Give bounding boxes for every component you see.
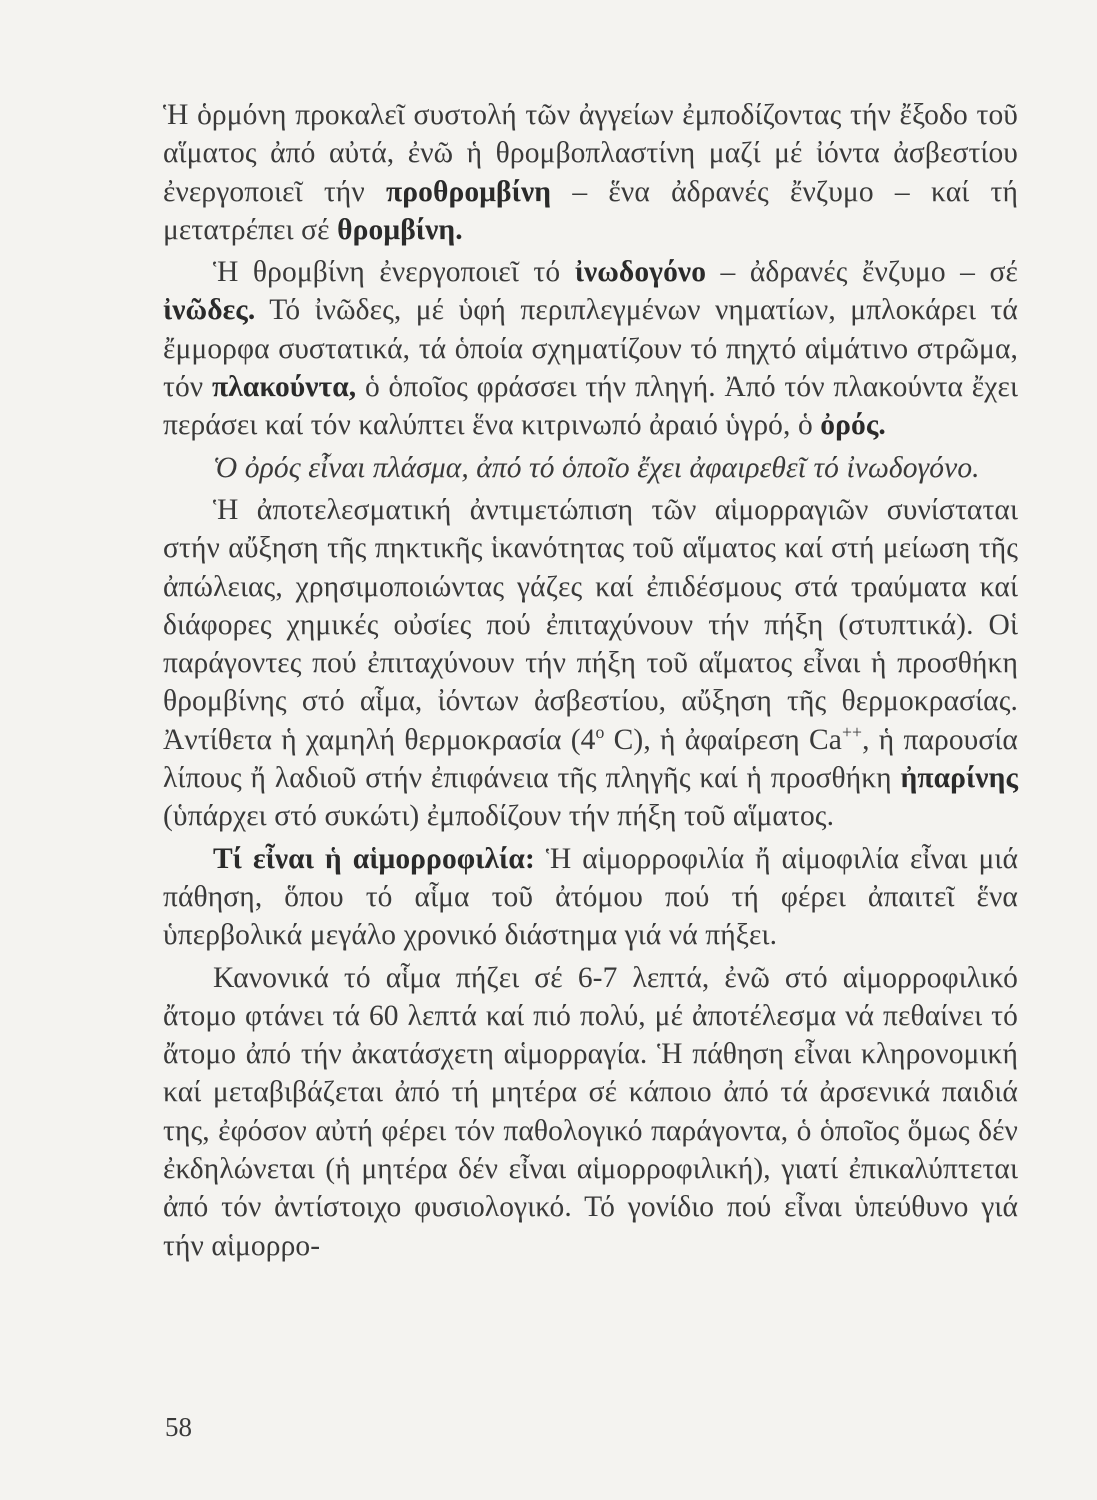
text-run: Ἡ θρομβίνη ἐνεργοποιεῖ τό — [213, 256, 575, 289]
paragraph-1 — [163, 96, 1018, 249]
paragraph-5 — [163, 840, 1018, 955]
bold-term: ἰνωδογόνο — [574, 256, 707, 289]
text-run: Ἡ ἀποτελεσματική ἀντιμετώπιση τῶν αἱμορραγιῶν συνίσταται στήν αὔξηση τῆς πηκτικῆς ἱκανότητας τοῦ αἵματος καί στή μείωση τῆς ἀπώλειας, χρησιμοποιώντας γάζες καί ἐπιδέσμους στά τραύματα καί διάφορες χημικές οὐσίες πού ἐπιταχύνουν τήν πήξη (στυπτικά). Οἱ παράγοντες πού ἐπιταχύνουν τήν πήξη τοῦ αἵματος εἶναι ἡ προσθήκη θρομβίνης στό αἷμα, ἰόντων ἀσβεστίου, αὔξηση τῆς θερμοκρασίας. Ἀντίθετα ἡ χαμηλή θερμοκρασία (4 — [163, 493, 1018, 756]
text-run: – ἀδρανές ἔνζυμο – σέ — [706, 256, 1018, 289]
superscript-charge: ++ — [841, 721, 863, 742]
text-run: – ἕνα ἀδρανές ἔνζυμο – καί τή μετατρέπει σέ — [163, 175, 1018, 246]
text-run: Τό ἰνῶδες, μέ ὑφή περιπλεγμένων νηματίων, μπλοκάρει τά ἔμμορφα συστατικά, τά ὁποία σχηματίζουν τό πηχτό αἱμάτινο στρῶμα, τόν — [163, 294, 1018, 404]
bold-term: πλακούντα, — [211, 371, 357, 404]
superscript-degree: ο — [595, 721, 605, 742]
page-body — [163, 96, 1018, 1269]
bold-term: ἠπαρίνης — [900, 762, 1018, 795]
bold-term: προθρομβίνη — [386, 175, 552, 208]
text-run: (ὑπάρχει στό συκώτι) ἐμποδίζουν τήν πήξη τοῦ αἵματος. — [163, 800, 835, 833]
paragraph-4 — [163, 491, 1018, 836]
paragraph-3-italic-note — [163, 449, 1018, 487]
text-run: Ὁ ὀρός εἶναι πλάσμα, ἀπό τό ὁποῖο ἔχει ἀφαιρεθεῖ τό ἰνωδογόνο. — [213, 451, 980, 484]
text-run: , ἡ παρουσία λίπους ἤ λαδιοῦ στήν ἐπιφάνεια τῆς πληγῆς καί ἡ προσθήκη — [163, 723, 1018, 795]
paragraph-2 — [163, 253, 1018, 444]
bold-term: θρομβίνη. — [337, 213, 463, 246]
bold-term: ὀρός. — [820, 409, 886, 442]
bold-heading: Τί εἶναι ἡ αἱμορροφιλία: — [213, 842, 535, 875]
text-run: Ἡ αἱμορροφιλία ἤ αἱμοφιλία εἶναι μιά πάθηση, ὅπου τό αἷμα τοῦ ἀτόμου πού τή φέρει ἀπαιτεῖ ἕνα ὑπερβολικά μεγάλο χρονικό διάστημα γιά νά πήξει. — [163, 842, 1019, 952]
bold-term: ἰνῶδες. — [163, 294, 256, 327]
text-run: Κανονικά τό αἷμα πήζει σέ 6-7 λεπτά, ἐνῶ στό αἱμορροφιλικό ἄτομο φτάνει τά 60 λεπτά καί πιό πολύ, μέ ἀποτέλεσμα νά πεθαίνει τό ἄτομο ἀπό τήν ἀκατάσχετη αἱμορραγία. Ἡ πάθηση εἶναι κληρονομική καί μεταβιβάζεται ἀπό τή μητέρα σέ κάποιο ἀπό τά ἀρσενικά παιδιά της, ἐφόσον αὐτή φέρει τόν παθολογικό παράγοντα, ὁ ὁποῖος ὅμως δέν ἐκδηλώνεται (ἡ μητέρα δέν εἶναι αἱμορροφιλική), γιατί ἐπικαλύπτεται ἀπό τόν ἀντίστοιχο φυσιολογικό. Τό γονίδιο πού εἶναι ὑπεύθυνο γιά τήν αἱμορρο- — [163, 961, 1018, 1262]
paragraph-6 — [163, 959, 1018, 1265]
text-run: ὁ ὁποῖος φράσσει τήν πληγή. Ἀπό τόν πλακούντα ἔχει περάσει καί τόν καλύπτει ἕνα κιτρινωπό ἀραιό ὑγρό, ὁ — [163, 371, 1019, 442]
text-run: Ἡ ὁρμόνη προκαλεῖ συστολή τῶν ἀγγείων ἐμποδίζοντας τήν ἔξοδο τοῦ αἵματος ἀπό αὐτά, ἐνῶ ἡ θρομβοπλαστίνη μαζί μέ ἰόντα ἀσβεστίου ἐνεργοποιεῖ τήν — [163, 99, 1018, 208]
text-run: C), ἡ ἀφαίρεση Ca — [604, 723, 842, 756]
page-number: 58 — [165, 1412, 192, 1442]
